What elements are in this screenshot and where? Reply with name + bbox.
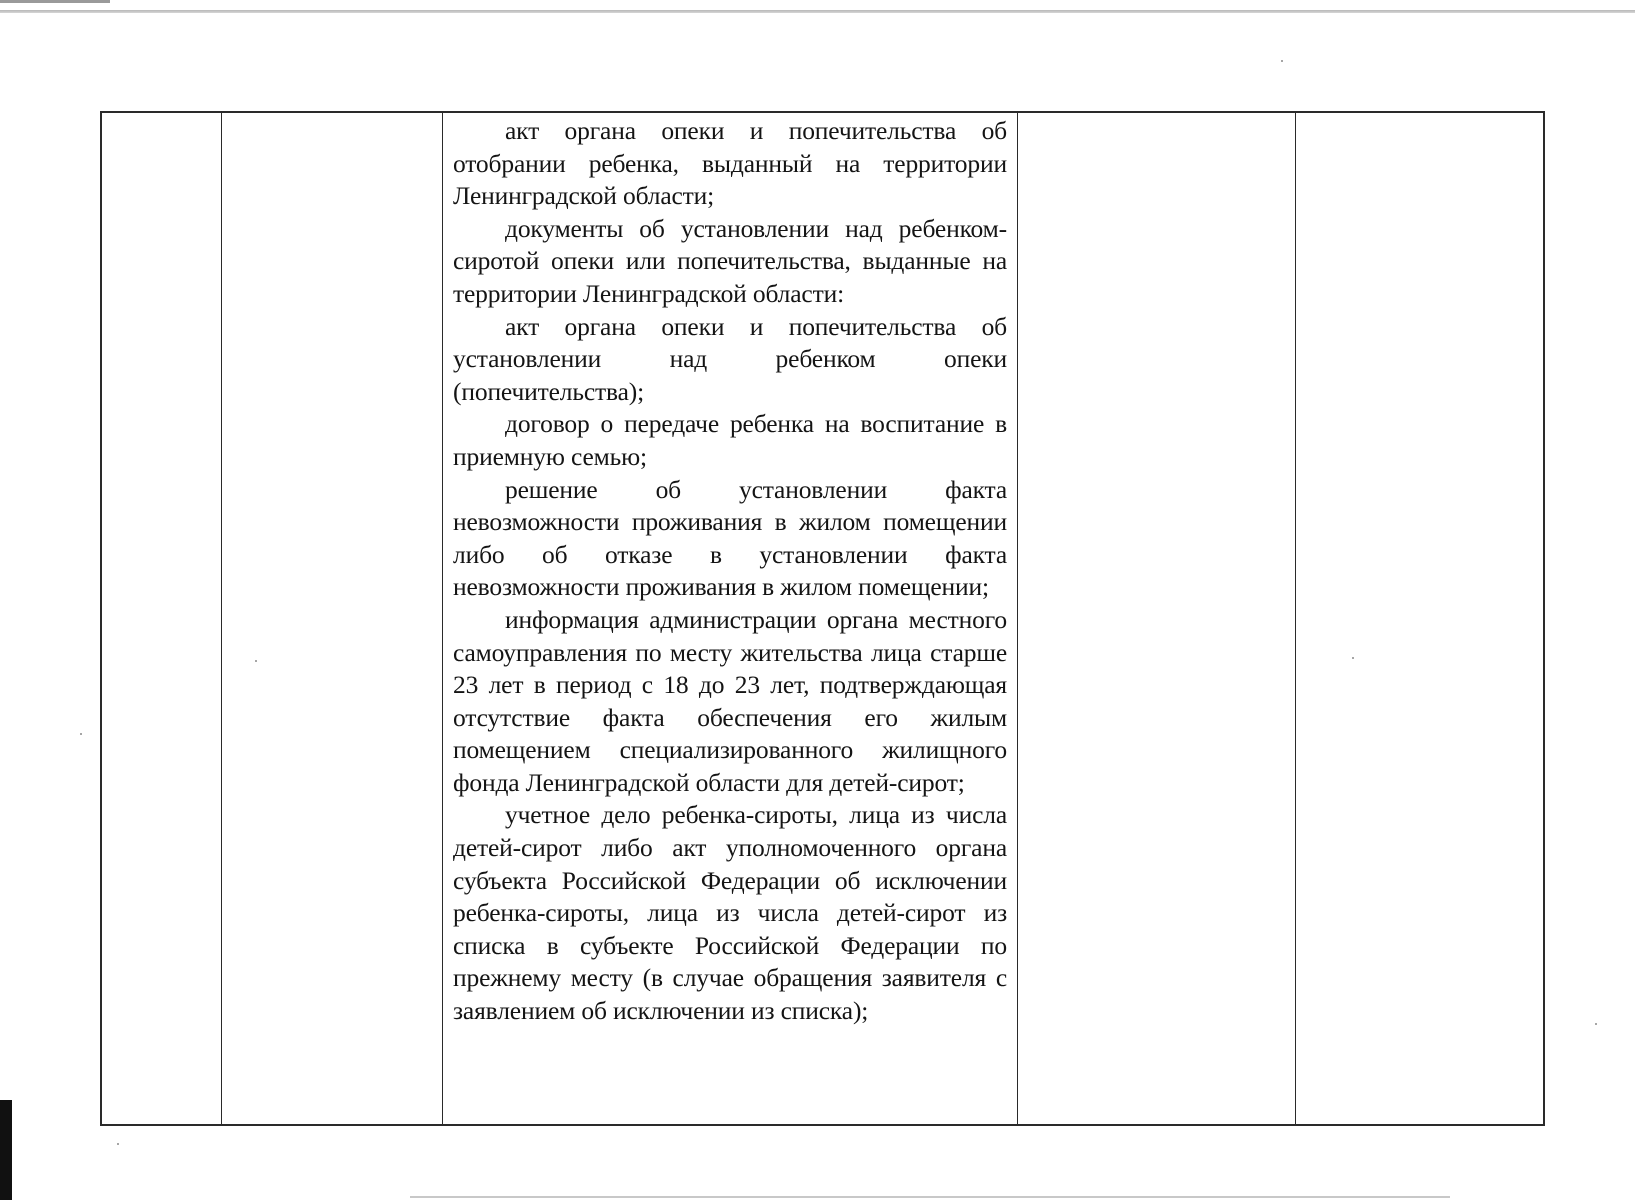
table-column-1 [102, 113, 222, 1124]
scan-artifact-left-edge [0, 1100, 12, 1200]
list-item: акт органа опеки и попечительства об отобрании ребенка, выданный на территории Ленинградской области; [453, 116, 1007, 211]
table-column-4 [1018, 113, 1296, 1124]
scan-speck [1595, 1023, 1597, 1025]
list-item: информация администрации органа местного самоуправления по месту жительства лица старше 23 лет в период с 18 до 23 лет, подтверждающая отсутствие факта обеспечения его жилым помещением специализированного жилищного фонда Ленинградской области для детей-сирот; [453, 604, 1007, 797]
scan-speck [1281, 60, 1283, 62]
list-item: документы об установлении над ребенком-сиротой опеки или попечительства, выданные на территории Ленинградской области: [453, 213, 1007, 308]
scan-speck [117, 1143, 119, 1145]
scan-speck [255, 660, 257, 662]
list-item: решение об установлении факта невозможности проживания в жилом помещении либо об отказе в установлении факта невозможности проживания в жилом помещении; [453, 474, 1007, 602]
table-column-5 [1296, 113, 1543, 1124]
scan-speck [1352, 657, 1354, 659]
table-column-3-text [443, 113, 1018, 1124]
list-item: акт органа опеки и попечительства об установлении над ребенком опеки (попечительства); [453, 311, 1007, 406]
list-item: учетное дело ребенка-сироты, лица из числа детей-сирот либо акт уполномоченного органа субъекта Российской Федерации об исключении ребенка-сироты, лица из числа детей-сирот из списка в субъекте Российской Федерации по прежнему месту (в случае обращения заявителя с заявлением об исключении из списка); [453, 800, 1007, 1026]
scan-artifact-top [0, 10, 1635, 13]
scan-artifact-top-left [0, 0, 110, 3]
document-table [100, 111, 1545, 1126]
list-item: договор о передаче ребенка на воспитание в приемную семью; [453, 409, 1007, 471]
scan-speck [80, 733, 82, 735]
table-column-2 [222, 113, 443, 1124]
scan-artifact-bottom [410, 1196, 1450, 1198]
